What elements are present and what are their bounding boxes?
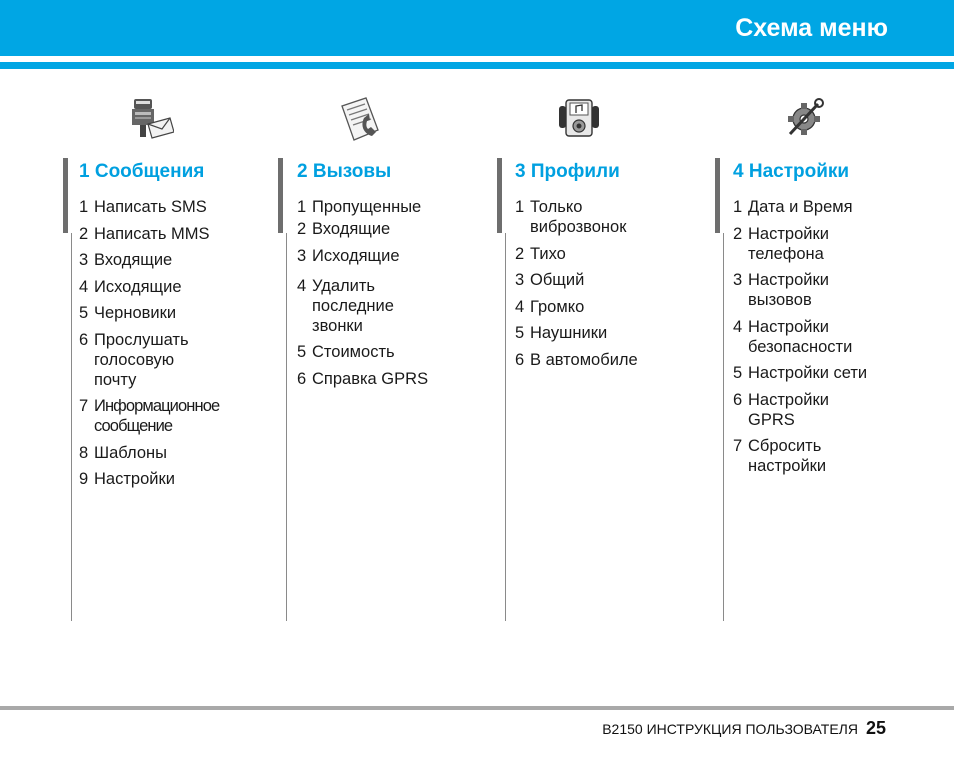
footer	[602, 718, 886, 739]
column-4-line	[723, 233, 724, 621]
list-item: 4 Настройки безопасности	[733, 317, 853, 356]
list-item: 2 Входящие	[297, 220, 391, 238]
list-item: 5 Стоимость	[297, 343, 395, 361]
list-item: 6 Справка GPRS	[297, 369, 429, 388]
column-title: 2 Вызовы	[297, 161, 392, 182]
column-title: 3 Профили	[515, 161, 620, 182]
profile-speaker-icon	[556, 96, 602, 142]
menu-column-settings	[733, 158, 908, 483]
list-item: 2 Настройки телефона	[733, 224, 829, 263]
menu-list	[297, 197, 477, 389]
list-item: 7 Информационное сообщение	[79, 397, 220, 435]
list-item: 1 Пропущенные	[297, 198, 422, 216]
page-number: 25	[865, 718, 886, 738]
menu-list	[79, 197, 269, 489]
menu-list	[733, 197, 908, 476]
column-1-bar	[63, 158, 68, 233]
menu-column-messages	[79, 158, 269, 496]
list-item: 3 Входящие	[79, 251, 173, 269]
call-log-icon	[338, 96, 384, 142]
list-item: 2 Написать MMS	[79, 224, 210, 243]
menu-column-calls	[297, 158, 477, 395]
header-stripe	[0, 62, 954, 69]
column-4-bar	[715, 158, 720, 233]
footer-line	[0, 706, 954, 710]
list-item: 1 Только виброзвонок	[515, 198, 627, 236]
list-item: 7 Сбросить настройки	[733, 437, 827, 475]
list-item: 2 Тихо	[515, 244, 566, 263]
manual-title: B2150 ИНСТРУКЦИЯ ПОЛЬЗОВАТЕЛЯ	[602, 721, 858, 737]
list-item: 9 Настройки	[79, 470, 175, 488]
column-2-bar	[278, 158, 283, 233]
list-item: 3 Общий	[515, 271, 585, 289]
menu-column-profiles	[515, 158, 705, 376]
column-title: 1 Сообщения	[79, 161, 205, 182]
list-item: 8 Шаблоны	[79, 443, 167, 462]
mailbox-icon	[128, 96, 174, 142]
list-item: 5 Черновики	[79, 304, 177, 322]
list-item: 3 Настройки вызовов	[733, 271, 829, 309]
list-item: 5 Наушники	[515, 324, 608, 342]
list-item: 3 Исходящие	[297, 246, 400, 265]
list-item: 4 Исходящие	[79, 277, 182, 296]
list-item: 4 Удалить последние звонки	[297, 276, 394, 335]
column-3-line	[505, 233, 506, 621]
menu-list	[515, 197, 705, 370]
list-item: 6 В автомобиле	[515, 350, 638, 369]
column-title: 4 Настройки	[733, 161, 850, 182]
column-2-line	[286, 233, 287, 621]
list-item: 1 Дата и Время	[733, 198, 853, 216]
list-item: 5 Настройки сети	[733, 364, 868, 382]
settings-tools-icon	[782, 96, 828, 142]
column-3-bar	[497, 158, 502, 233]
list-item: 1 Написать SMS	[79, 198, 207, 216]
list-item: 4 Громко	[515, 297, 585, 316]
list-item: 6 Прослушать голосовую почту	[79, 330, 189, 389]
list-item: 6 Настройки GPRS	[733, 390, 829, 429]
page-title: Схема меню	[735, 14, 888, 42]
column-1-line	[71, 233, 72, 621]
